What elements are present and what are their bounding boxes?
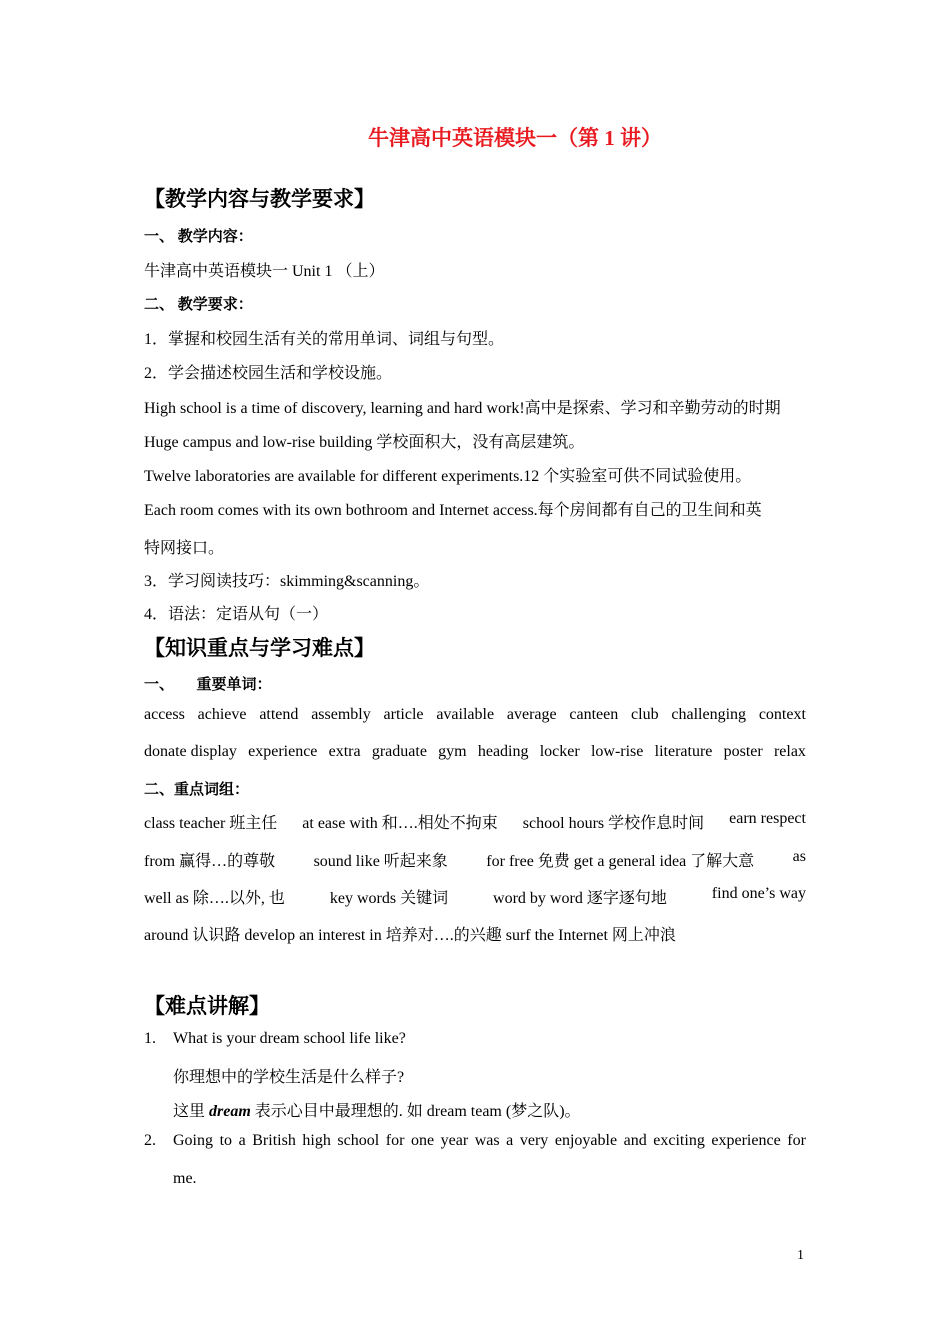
word-list-line-1: [144, 706, 806, 724]
page-number: 1: [797, 1248, 804, 1263]
item2-line-2: me.: [173, 1170, 197, 1187]
word: a: [238, 1132, 246, 1149]
phrase: key words 关键词: [329, 890, 449, 907]
phrase: earn respect: [729, 810, 806, 827]
word: extra: [328, 743, 361, 760]
word: gym: [438, 743, 467, 760]
word: Going: [173, 1132, 213, 1149]
word: very: [519, 1132, 549, 1149]
phrase: word by word 逐字逐句地: [493, 890, 667, 907]
word: graduate: [371, 743, 427, 760]
word: article: [383, 706, 424, 723]
note-prefix: 这里: [173, 1103, 210, 1120]
phrase-line-3: [144, 885, 806, 908]
phrase-line-1: [144, 810, 806, 833]
subheading-content: 一、 教学内容：: [144, 229, 253, 245]
section-heading-teaching: 【教学内容与教学要求】: [144, 187, 375, 211]
example-sentence-1: High school is a time of discovery, learning and hard work!高中是探索、学习和辛勤劳动的时期: [144, 400, 781, 417]
phrase-line-4: around 认识路 develop an interest in 培养对….的兴趣 surf the Internet 网上冲浪: [144, 927, 676, 944]
word: to: [219, 1132, 233, 1149]
word: experience: [711, 1132, 781, 1149]
word: average: [506, 706, 557, 723]
subheading-requirements: 二、 教学要求：: [144, 297, 253, 313]
section-heading-key-points: 【知识重点与学习难点】: [144, 636, 375, 660]
phrase: class teacher 班主任: [144, 815, 278, 832]
document-title: 牛津高中英语模块一（第 1 讲）: [368, 126, 662, 150]
word: one: [410, 1132, 435, 1149]
word: a: [506, 1132, 514, 1149]
requirement-2: 2．学会描述校园生活和学校设施。: [144, 365, 393, 382]
requirement-4: 4．语法：定语从句（一）: [144, 606, 329, 623]
word: British: [252, 1132, 296, 1149]
word: and: [623, 1132, 647, 1149]
phrase: find one’s way: [711, 885, 806, 902]
word: school: [337, 1132, 380, 1149]
content-line: 牛津高中英语模块一 Unit 1 （上）: [144, 263, 385, 280]
list-number: 1.: [144, 1030, 156, 1047]
phrase: from 赢得…的尊敬: [144, 853, 276, 870]
word: challenging: [671, 706, 747, 723]
word: for: [787, 1132, 806, 1149]
requirement-3: 3．学习阅读技巧：skimming&scanning。: [144, 573, 430, 590]
word: relax: [773, 743, 806, 760]
word: literature: [654, 743, 713, 760]
word-list-line-2: [144, 743, 806, 761]
example-sentence-3: Twelve laboratories are available for different experiments.12 个实验室可供不同试验使用。: [144, 468, 752, 485]
word: enjoyable: [554, 1132, 618, 1149]
word: high: [302, 1132, 331, 1149]
subheading-phrases: 二、重点词组：: [144, 782, 250, 798]
word: context: [758, 706, 806, 723]
item1-chinese: 你理想中的学校生活是什么样子?: [173, 1069, 405, 1086]
note-suffix: 表示心目中最理想的. 如 dream team (梦之队)。: [250, 1103, 581, 1120]
phrase: well as 除….以外, 也: [144, 890, 285, 907]
word: locker: [539, 743, 580, 760]
word: was: [474, 1132, 500, 1149]
section-heading-difficulties: 【难点讲解】: [144, 994, 270, 1018]
word: assembly: [311, 706, 371, 723]
phrase: as: [792, 848, 806, 865]
word: heading: [477, 743, 529, 760]
word: achieve: [197, 706, 247, 723]
item1-note: [173, 1098, 581, 1121]
word: available: [436, 706, 495, 723]
word: canteen: [569, 706, 619, 723]
emphasized-word: dream: [209, 1103, 251, 1120]
word: experience: [248, 743, 318, 760]
subheading-words: 一、 重要单词：: [144, 677, 272, 693]
example-sentence-4-cont: 特网接口。: [144, 540, 225, 557]
item1-english: What is your dream school life like?: [173, 1030, 406, 1047]
word: year: [440, 1132, 469, 1149]
phrase: for free 免费 get a general idea 了解大意: [486, 853, 755, 870]
phrase: sound like 听起来象: [313, 853, 448, 870]
word: low-rise: [590, 743, 644, 760]
word: attend: [259, 706, 299, 723]
word: access: [144, 706, 185, 723]
example-sentence-2: Huge campus and low-rise building 学校面积大，没有高层建筑。: [144, 434, 585, 451]
list-number: 2.: [144, 1132, 156, 1149]
word: donate display: [144, 743, 237, 760]
word: for: [385, 1132, 405, 1149]
item2-line-1: [173, 1132, 806, 1150]
word: club: [631, 706, 659, 723]
example-sentence-4: Each room comes with its own bothroom and Internet access.每个房间都有自己的卫生间和英: [144, 502, 762, 519]
phrase-line-2: [144, 848, 806, 871]
phrase: school hours 学校作息时间: [522, 815, 705, 832]
requirement-1: 1．掌握和校园生活有关的常用单词、词组与句型。: [144, 331, 505, 348]
word: poster: [723, 743, 763, 760]
word: exciting: [653, 1132, 705, 1149]
phrase: at ease with 和….相处不拘束: [302, 815, 498, 832]
